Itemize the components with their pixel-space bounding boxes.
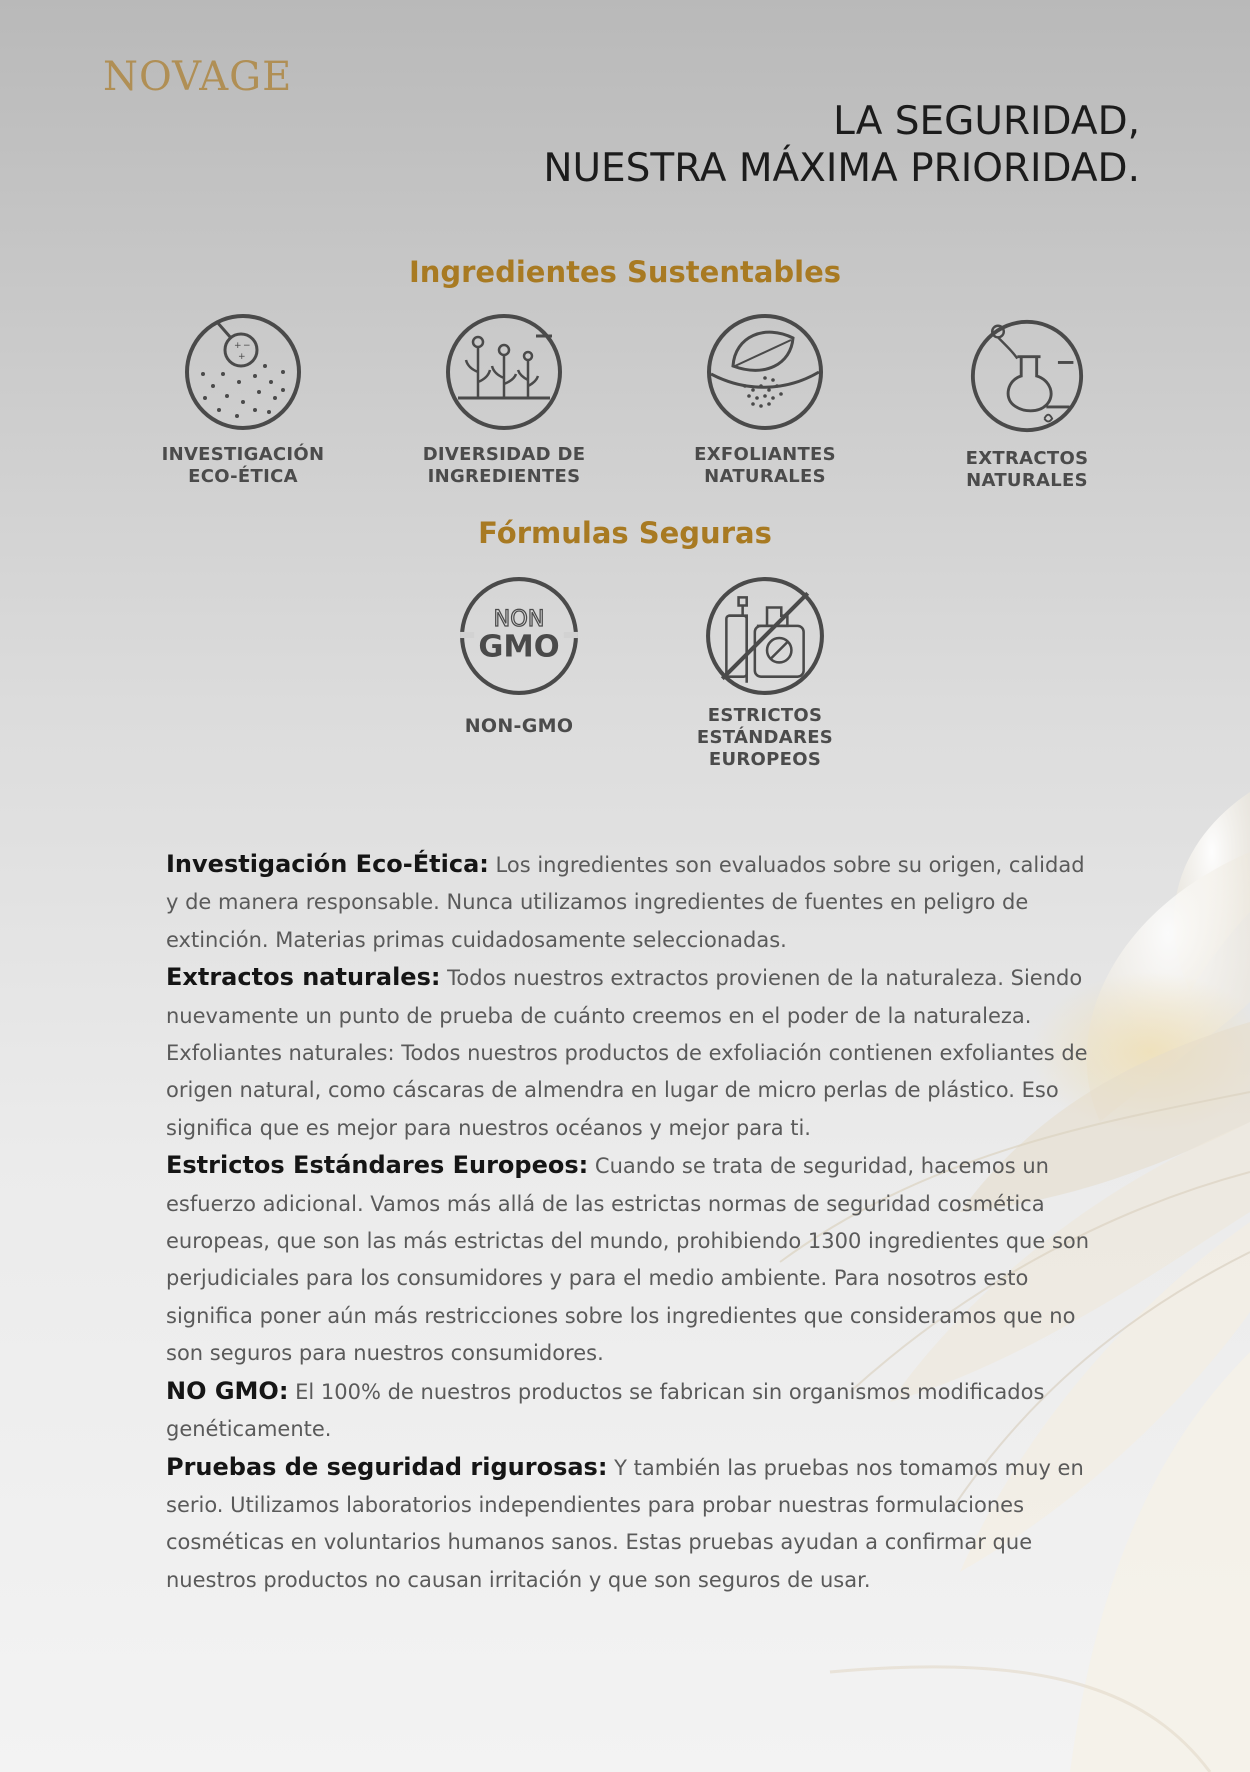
page-headline <box>420 98 1140 192</box>
feature-label: EXFOLIANTES NATURALES <box>694 444 836 487</box>
feature-extractos <box>917 318 1137 492</box>
formulas-section-title: Fórmulas Seguras <box>478 516 772 550</box>
paragraph-text: Y también las pruebas nos tomamos muy en serio. Utilizamos laboratorios independientes para probar nuestras formulaciones cosméticas en voluntarios humanos sanos. Estas pruebas ayudan a confirmar que nuestros productos no causan irritación y que son seguros de usar. <box>166 1455 1084 1592</box>
feature-investigacion <box>133 312 353 488</box>
research-microscope-icon <box>183 312 303 432</box>
flowers-diversity-icon <box>444 312 564 432</box>
svg-text:+: + <box>238 352 246 362</box>
headline-line-1: LA SEGURIDAD, <box>833 99 1140 144</box>
paragraph-text: El 100% de nuestros productos se fabrican sin organismos modificados genéticamente. <box>166 1379 1045 1442</box>
paragraph-investigacion <box>166 846 1096 959</box>
feature-label: INVESTIGACIÓN ECO-ÉTICA <box>161 444 325 487</box>
paragraph-heading: NO GMO: <box>166 1376 289 1405</box>
paragraph-heading: Estrictos Estándares Europeos: <box>166 1151 589 1180</box>
feature-label: NON-GMO <box>464 715 574 737</box>
paragraph-heading: Extractos naturales: <box>166 963 441 992</box>
flower-flask-icon <box>969 318 1085 434</box>
feature-label: EXTRACTOS NATURALES <box>965 448 1089 491</box>
svg-text:+: + <box>234 341 242 351</box>
no-bottles-icon <box>704 575 826 697</box>
paragraph-text: Los ingredientes son evaluados sobre su origen, calidad y de manera responsable. Nunca utilizamos ingredientes de fuentes en peligro de extinción. Materias primas cuidadosamente seleccionadas. <box>166 853 1085 952</box>
feature-diversidad <box>394 312 614 488</box>
paragraph-text: Cuando se trata de seguridad, hacemos un esfuerzo adicional. Vamos más allá de las estrictas normas de seguridad cosmética europeas, que son las más estrictas del mundo, prohibiendo 1300 ingredientes que son perjudiciales para los consumidores y para el medio ambiente. Para nosotros esto significa poner aún más restricciones sobre los ingredientes que consideramos que no son seguros para nuestros consumidores. <box>166 1154 1090 1366</box>
feature-estandares <box>655 575 875 771</box>
exfoliant-leaf-icon <box>705 312 825 432</box>
headline-line-2: NUESTRA MÁXIMA PRIORIDAD. <box>543 146 1140 191</box>
svg-text:−: − <box>243 341 251 351</box>
feature-exfoliantes <box>655 312 875 488</box>
brand-logo: NOVAGE <box>103 54 293 100</box>
paragraph-heading: Pruebas de seguridad rigurosas: <box>166 1452 608 1481</box>
feature-non-gmo <box>409 575 629 737</box>
non-gmo-badge-bottom: GMO <box>478 629 560 665</box>
paragraph-pruebas <box>166 1449 1096 1600</box>
feature-label: DIVERSIDAD DE INGREDIENTES <box>422 444 586 487</box>
feature-label: ESTRICTOS ESTÁNDARES EUROPEOS <box>696 705 834 770</box>
paragraph-heading: Investigación Eco-Ética: <box>166 850 489 878</box>
paragraph-extractos <box>166 959 1096 1147</box>
body-text <box>166 846 1096 1599</box>
paragraph-text: Todos nuestros extractos provienen de la naturaleza. Siendo nuevamente un punto de prueba de cuánto creemos en el poder de la naturaleza. Exfoliantes naturales: Todos nuestros productos de exfoliación contienen exfoliantes de origen natural, como cáscaras de almendra en lugar de micro perlas de plástico. Eso significa que es mejor para nuestros océanos y mejor para ti. <box>166 966 1088 1140</box>
paragraph-estandares <box>166 1147 1096 1372</box>
non-gmo-icon <box>458 575 580 697</box>
non-gmo-badge-top: NON <box>493 605 545 632</box>
paragraph-no-gmo <box>166 1373 1096 1449</box>
ingredients-section-title: Ingredientes Sustentables <box>408 255 842 289</box>
